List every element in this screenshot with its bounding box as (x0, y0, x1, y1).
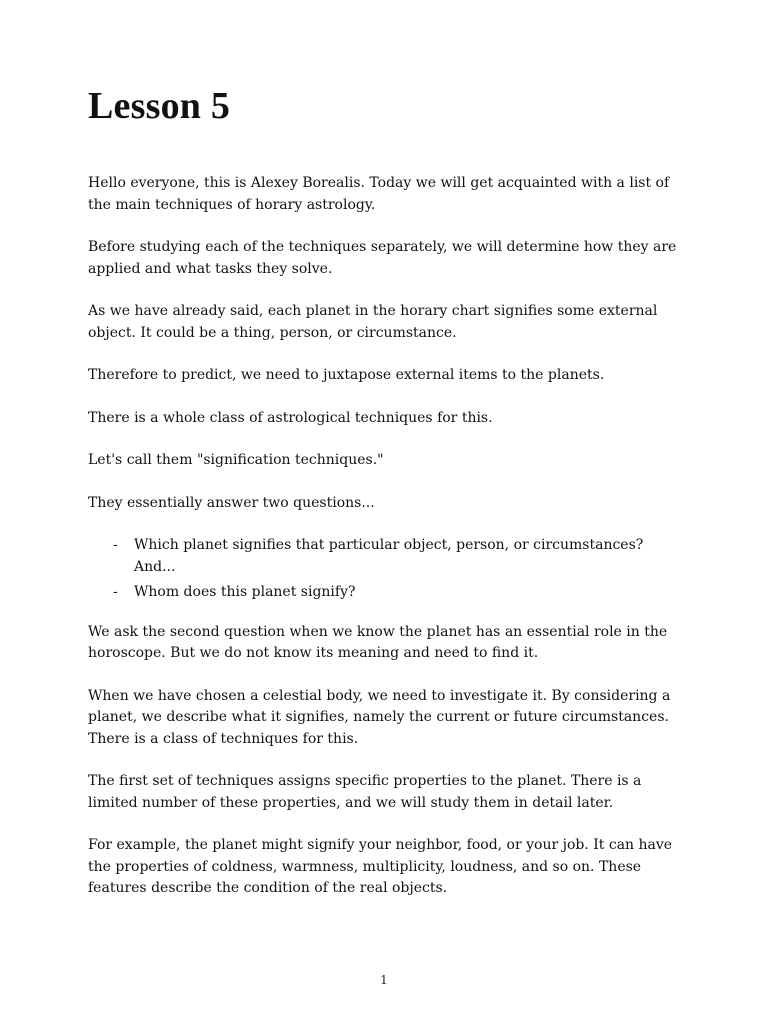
paragraph-before-studying: Before studying each of the techniques separately, we will determine how they are applied and what tasks they solve. (88, 239, 677, 277)
paragraph-planet-signifies: As we have already said, each planet in the horary chart signifies some external object. It could be a thing, person, or circumstance. (88, 303, 658, 341)
lesson-body (88, 173, 688, 900)
paragraph-two-questions: They essentially answer two questions... (88, 494, 375, 511)
paragraph-first-set: The first set of techniques assigns specific properties to the planet. There is a limited number of these properties, and we will study them in detail later. (88, 773, 642, 811)
paragraph-juxtapose: Therefore to predict, we need to juxtapose external items to the planets. (88, 367, 605, 383)
lesson-title: Lesson 5 (88, 85, 231, 127)
questions-list (88, 535, 688, 604)
paragraph-class-of-techniques: There is a whole class of astrological techniques for this. (88, 409, 493, 426)
paragraph-for-example: For example, the planet might signify your neighbor, food, or your job. It can have the properties of coldness, warmness, multiplicity, loudness, and so on. These features describe the condition of the real objects. (88, 837, 673, 896)
paragraph-celestial-body: When we have chosen a celestial body, we need to investigate it. By considering a planet, we describe what it signifies, namely the current or future circumstances. There is a class of techniques for this. (88, 687, 671, 747)
paragraph-intro: Hello everyone, this is Alexey Borealis. Today we will get acquainted with a list of the main techniques of horary astrology. (88, 175, 670, 213)
list-dash-marker: - (113, 584, 118, 600)
page-content (88, 84, 688, 921)
paragraph-signification-techniques: Let's call them "signification techniques." (88, 452, 384, 468)
paragraph-second-question: We ask the second question when we know the planet has an essential role in the horoscope. But we do not know its meaning and need to find it. (88, 623, 668, 661)
page-number: 1 (380, 973, 388, 987)
list-dash-marker: - (113, 537, 118, 553)
list-item (88, 582, 688, 604)
list-item-text: Whom does this planet signify? (134, 584, 356, 600)
list-item-text: Which planet signifies that particular object, person, or circumstances? And... (134, 537, 644, 575)
list-item (88, 535, 688, 578)
